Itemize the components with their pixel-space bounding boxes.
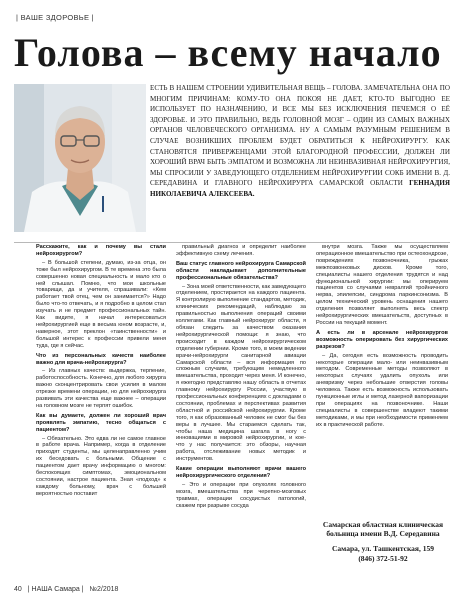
page-title: Голова – всему начало (14, 30, 442, 75)
interviewee-name: ГЕННАДИЯ НИКОЛАЕВИЧА АЛЕКСЕЕВА. (150, 179, 450, 198)
interview-answer: правильный диагноз и определит наиболее эффективную схему лечения. (176, 244, 306, 257)
interview-answer: внутри мозга. Также мы осуществляем операционное вмешательство при остеохондрозе, повреждениях позвоночника, грыжах межпозвонковых дисков. Кроме того, специалисты нашего отделения трудятся и над функциональной хирургии: мы оперируем пациентов со случаями невралгий тройничного нерва, эпилепсии, синдрома паркинсонизма. В целом технический уровень оснащения нашего отделения позволяет выполнять весь спектр нейрохирургических вмешательств, доступных в России на текущий момент. (316, 244, 448, 326)
column-3-body (316, 244, 448, 429)
magazine-name: | НАША Самара | (27, 586, 84, 593)
page-number: 40 (14, 586, 22, 593)
interview-question: Что из персональных качеств наиболее важно для врача-нейрохирурга? (36, 352, 166, 366)
interview-answer: – Зона моей ответственности, как заведующего отделением, простирается на каждого пациента. Я контролирую выполнение стандартов, методик, клинических рекомендаций, наблюдаю за правильностью выполнения операций своими коллегами. Как главный нейрохирург области, я обязан следить за качеством оказания нейрохирургической помощи: я знаю, что происходит в каждом нейрохирургическом отделении губернии. Кроме того, в моем ведении врачи-нейрохирурги санитарной авиации Самарской области – вся информация по сложным случаям, требующим немедленного вмешательства, проходит через меня. И конечно, я ежегодно представляю нашу область в отчетах главному нейрохирургу России, участвую в профессиональных конференциях с докладами о состоянии, проблемах и перспективах развития областной и российской нейрохирургии. Кроме того, я как образованный человек не смог бы без веры в лучшее. Мы стараемся сделать так, чтобы наша медицина шагала в ногу с инновациями в мировой нейрохирургии, и кое-что у нас получается: это обзоры, научная работа, отслеживание новых методик и инструментов. (176, 283, 306, 463)
interview-question: Ваш статус главного нейрохирурга Самарской области накладывает дополнительные профессиональные обязательства? (176, 260, 306, 281)
hospital-address: Самара, ул. Ташкентская, 159 (332, 544, 434, 554)
intro-text: ЕСТЬ В НАШЕМ СТРОЕНИИ УДИВИТЕЛЬНАЯ ВЕЩЬ – ГОЛОВА. ЗАМЕЧАТЕЛЬНА ОНА ПО МНОГИМ ПРИЧИНАМ: КОМУ-ТО ОНА ПОКОЯ НЕ ДАЕТ, КТО-ТО ВЫГОДНО ЕЕ ИСПОЛЬЗУЕТ ПО НАЗНАЧЕНИЮ, И ВСЕ МЫ БЕЗ ИСКЛЮЧЕНИЯ ПЕЧЕМСЯ О ЕЁ ЗДОРОВЬЕ. И ЭТО ПРАВИЛЬНО, ВЕДЬ ГОЛОВНОЙ МОЗГ – ОДИН ИЗ САМЫХ ВАЖНЫХ ОРГАНОВ ЧЕЛОВЕЧЕСКОГО ОРГАНИЗМА. НУ А САМЫМ РАЗУМНЫМ РЕШЕНИЕМ В СЛУЧАЕ ВОЗНИКШИХ ПРОБЛЕМ БУДЕТ ОБРАТИТЬСЯ К НЕЙРОХИРУРГУ. КАК СТАНОВЯТСЯ ПРИВЕРЖЕНЦАМИ ЭТОЙ БЛАГОРОДНОЙ ПРОФЕССИИ, ДОЛЖЕН ЛИ ХОРОШИЙ ВРАЧ БЫТЬ ЭМПАТОМ И ВОЗМОЖНА ЛИ НЕИНВАЗИВНАЯ НЕЙРОХИРУРГИЯ, МЫ СПРОСИЛИ У ЗАВЕДУЮЩЕГО ОТДЕЛЕНИЕМ НЕЙРОХИРУРГИИ СОКБ ИМЕНИ В. Д. СЕРЕДАВИНА И ГЛАВНОГО НЕЙРОХИРУРГА САМАРСКОЙ ОБЛАСТИ (150, 84, 450, 188)
intro-paragraph (150, 83, 450, 200)
divider (14, 242, 450, 243)
interview-answer: – Да, сегодня есть возможность проводить некоторые операции мало- или неинвазивным методом. Современные методы позволяют в некоторых случаях удалить опухоль или аневризму через небольшие отверстия головы человека. Также есть возможность использовать пункционные иглы и метод лазерной вапоризации при операциях на позвоночнике. Наши специалисты в совершенстве владеют такими методиками, и мы при необходимости применяем их в практической работе. (316, 352, 448, 428)
interview-question: Как вы думаете, должен ли хороший врач проявлять эмпатию, тесно общаться с пациентом? (36, 412, 166, 433)
hospital-name: Самарская областная клиническая больница имени В.Д. Середавина (322, 520, 444, 539)
page-footer (14, 586, 122, 593)
hospital-phone: (846) 372-51-92 (358, 553, 408, 563)
interview-answer: – В большой степени, думаю, из-за отца, он тоже был нейрохирургом. В те времена это была совершенно новая специальность и мало кто о ней слышал. Помню, что мои школьные товарищи, да и учителя, спрашивали: «Кем работает твой отец, чем он занимается?» Надо было что-то отвечать, и я подробно в целом стал изучать и не предмет профессиональных тайн. Как видите, я начал интересоваться нейрохирургией еще в весьма юном возрасте, и, наверное, этот преклон «таинственности» и большой интерес к профессии привели меня туда, где я сейчас. (36, 259, 166, 349)
doctor-portrait (14, 84, 146, 232)
interview-answer: – Это и операции при опухолях головного мозга, вмешательства при черепно-мозговых травмах, операции сосудистых патологий, скажем при разрыве сосуда (176, 481, 306, 509)
interview-question: Расскажите, как и почему вы стали нейрохирургом? (36, 244, 166, 257)
issue-number: №2/2018 (89, 586, 119, 593)
article-column-2 (176, 244, 306, 580)
interview-question: Какие операции выполняют врачи вашего нейрохирургического отделения? (176, 466, 306, 479)
section-tag: | ВАШЕ ЗДОРОВЬЕ | (16, 13, 94, 22)
article-column-1 (36, 244, 166, 580)
interview-question: А есть ли в арсенале нейрохирургов возможность оперировать без хирургических разрезов? (316, 329, 448, 350)
interview-answer: – Из главных качеств: выдержка, терпение, работоспособность. Конечно, для любого хирурга важно сконцентрировать свои усилия в малом отрезке времени операции, но для нейрохирурга развивать эти качества еще важнее – операции на головном мозге не терпят ошибок. (36, 368, 166, 409)
hospital-signature (318, 520, 448, 563)
interview-answer: – Обязательно. Это едва ли не самое главное в работе врача. Например, когда в отделение приходят студенты, мы целенаправленно учим их беседовать с больными. Общение с пациентом дает врачу информацию о многом: беспокоящих симптомах, эмоциональном состоянии, настрое пациента. Зная «подход» к каждому больному, врач с большей вероятностью поставит (36, 435, 166, 497)
